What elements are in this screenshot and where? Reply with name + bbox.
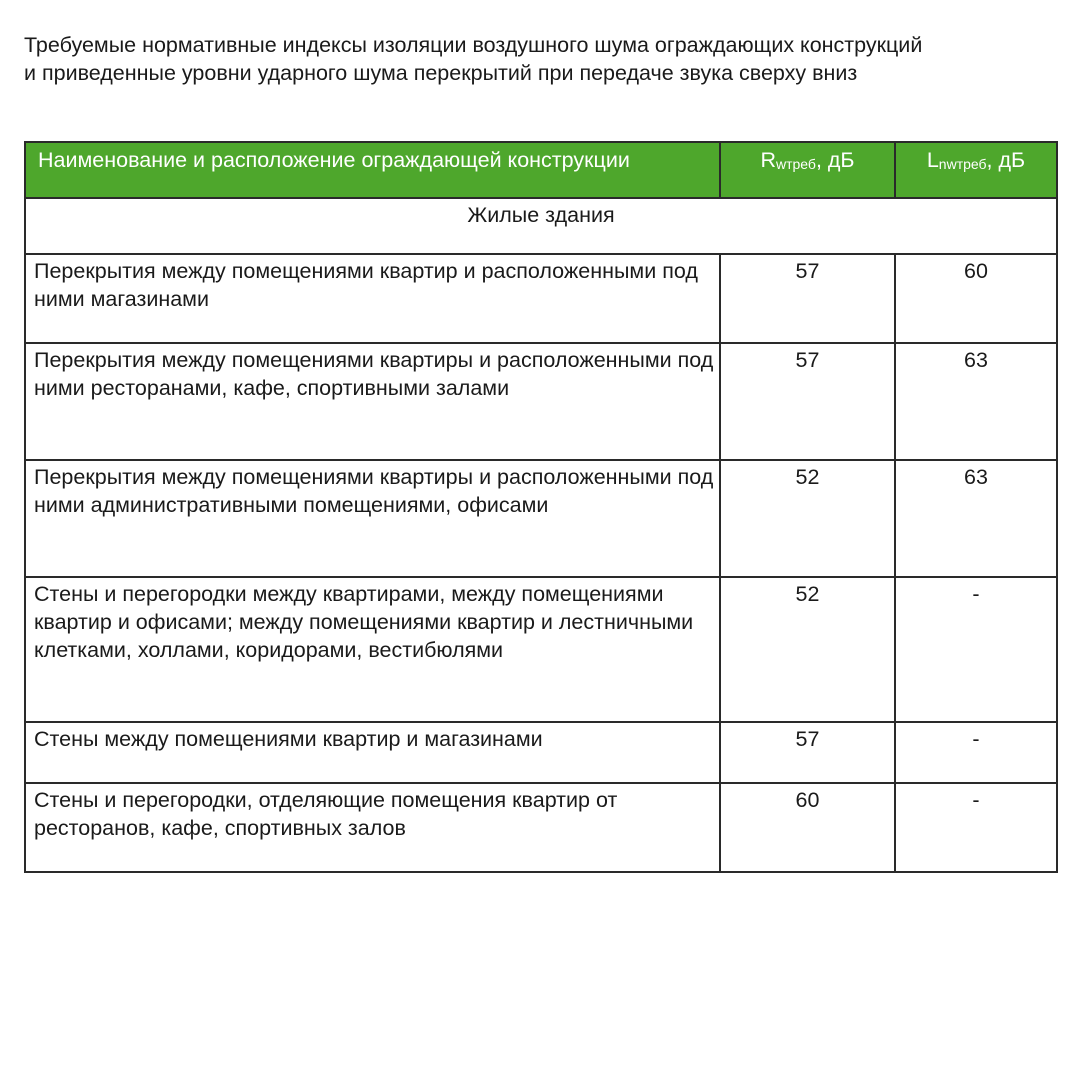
row-rw-value: 57 [720,343,895,460]
header-construction-name: Наименование и расположение ограждающей конструкции [25,142,720,198]
row-ln-value: - [895,577,1057,722]
row-construction-name: Перекрытия между помещениями квартиры и расположенными под ними ресторанами, кафе, спортивными залами [25,343,720,460]
header-ln-subscript: nwтреб [938,156,987,172]
row-construction-name: Перекрытия между помещениями квартиры и расположенными под ними административными помещениями, офисами [25,460,720,577]
table-header-row [25,142,1057,198]
row-construction-name: Перекрытия между помещениями квартир и расположенными под ними магазинами [25,254,720,343]
section-title: Жилые здания [25,198,1057,254]
table-row [25,254,1057,343]
title-line-1: Требуемые нормативные индексы изоляции воздушного шума ограждающих конструкций [24,33,923,57]
header-rw-symbol: R [760,148,776,172]
row-rw-value: 57 [720,254,895,343]
table-row [25,343,1057,460]
header-ln-symbol: L [926,148,939,172]
row-construction-name: Стены и перегородки, отделяющие помещения квартир от ресторанов, кафе, спортивных залов [25,783,720,872]
row-construction-name: Стены между помещениями квартир и магазинами [25,722,720,783]
row-ln-value: - [895,722,1057,783]
row-ln-value: 63 [895,343,1057,460]
header-rw-unit: , дБ [815,148,855,172]
row-rw-value: 57 [720,722,895,783]
table-row [25,460,1057,577]
noise-norms-table [24,141,1058,873]
table-row [25,577,1057,722]
row-rw-value: 52 [720,577,895,722]
row-rw-value: 60 [720,783,895,872]
row-rw-value: 52 [720,460,895,577]
table-row [25,722,1057,783]
section-row [25,198,1057,254]
document-title [24,31,1064,87]
header-rw-subscript: wтреб [775,156,816,172]
header-rw-required [720,142,895,198]
row-ln-value: 60 [895,254,1057,343]
row-ln-value: - [895,783,1057,872]
header-ln-unit: , дБ [986,148,1026,172]
header-ln-required [895,142,1057,198]
title-line-2: и приведенные уровни ударного шума перекрытий при передаче звука сверху вниз [24,61,858,85]
row-construction-name: Стены и перегородки между квартирами, между помещениями квартир и офисами; между помещениями квартир и лестничными клетками, холлами, коридорами, вестибюлями [25,577,720,722]
row-ln-value: 63 [895,460,1057,577]
table-row [25,783,1057,872]
